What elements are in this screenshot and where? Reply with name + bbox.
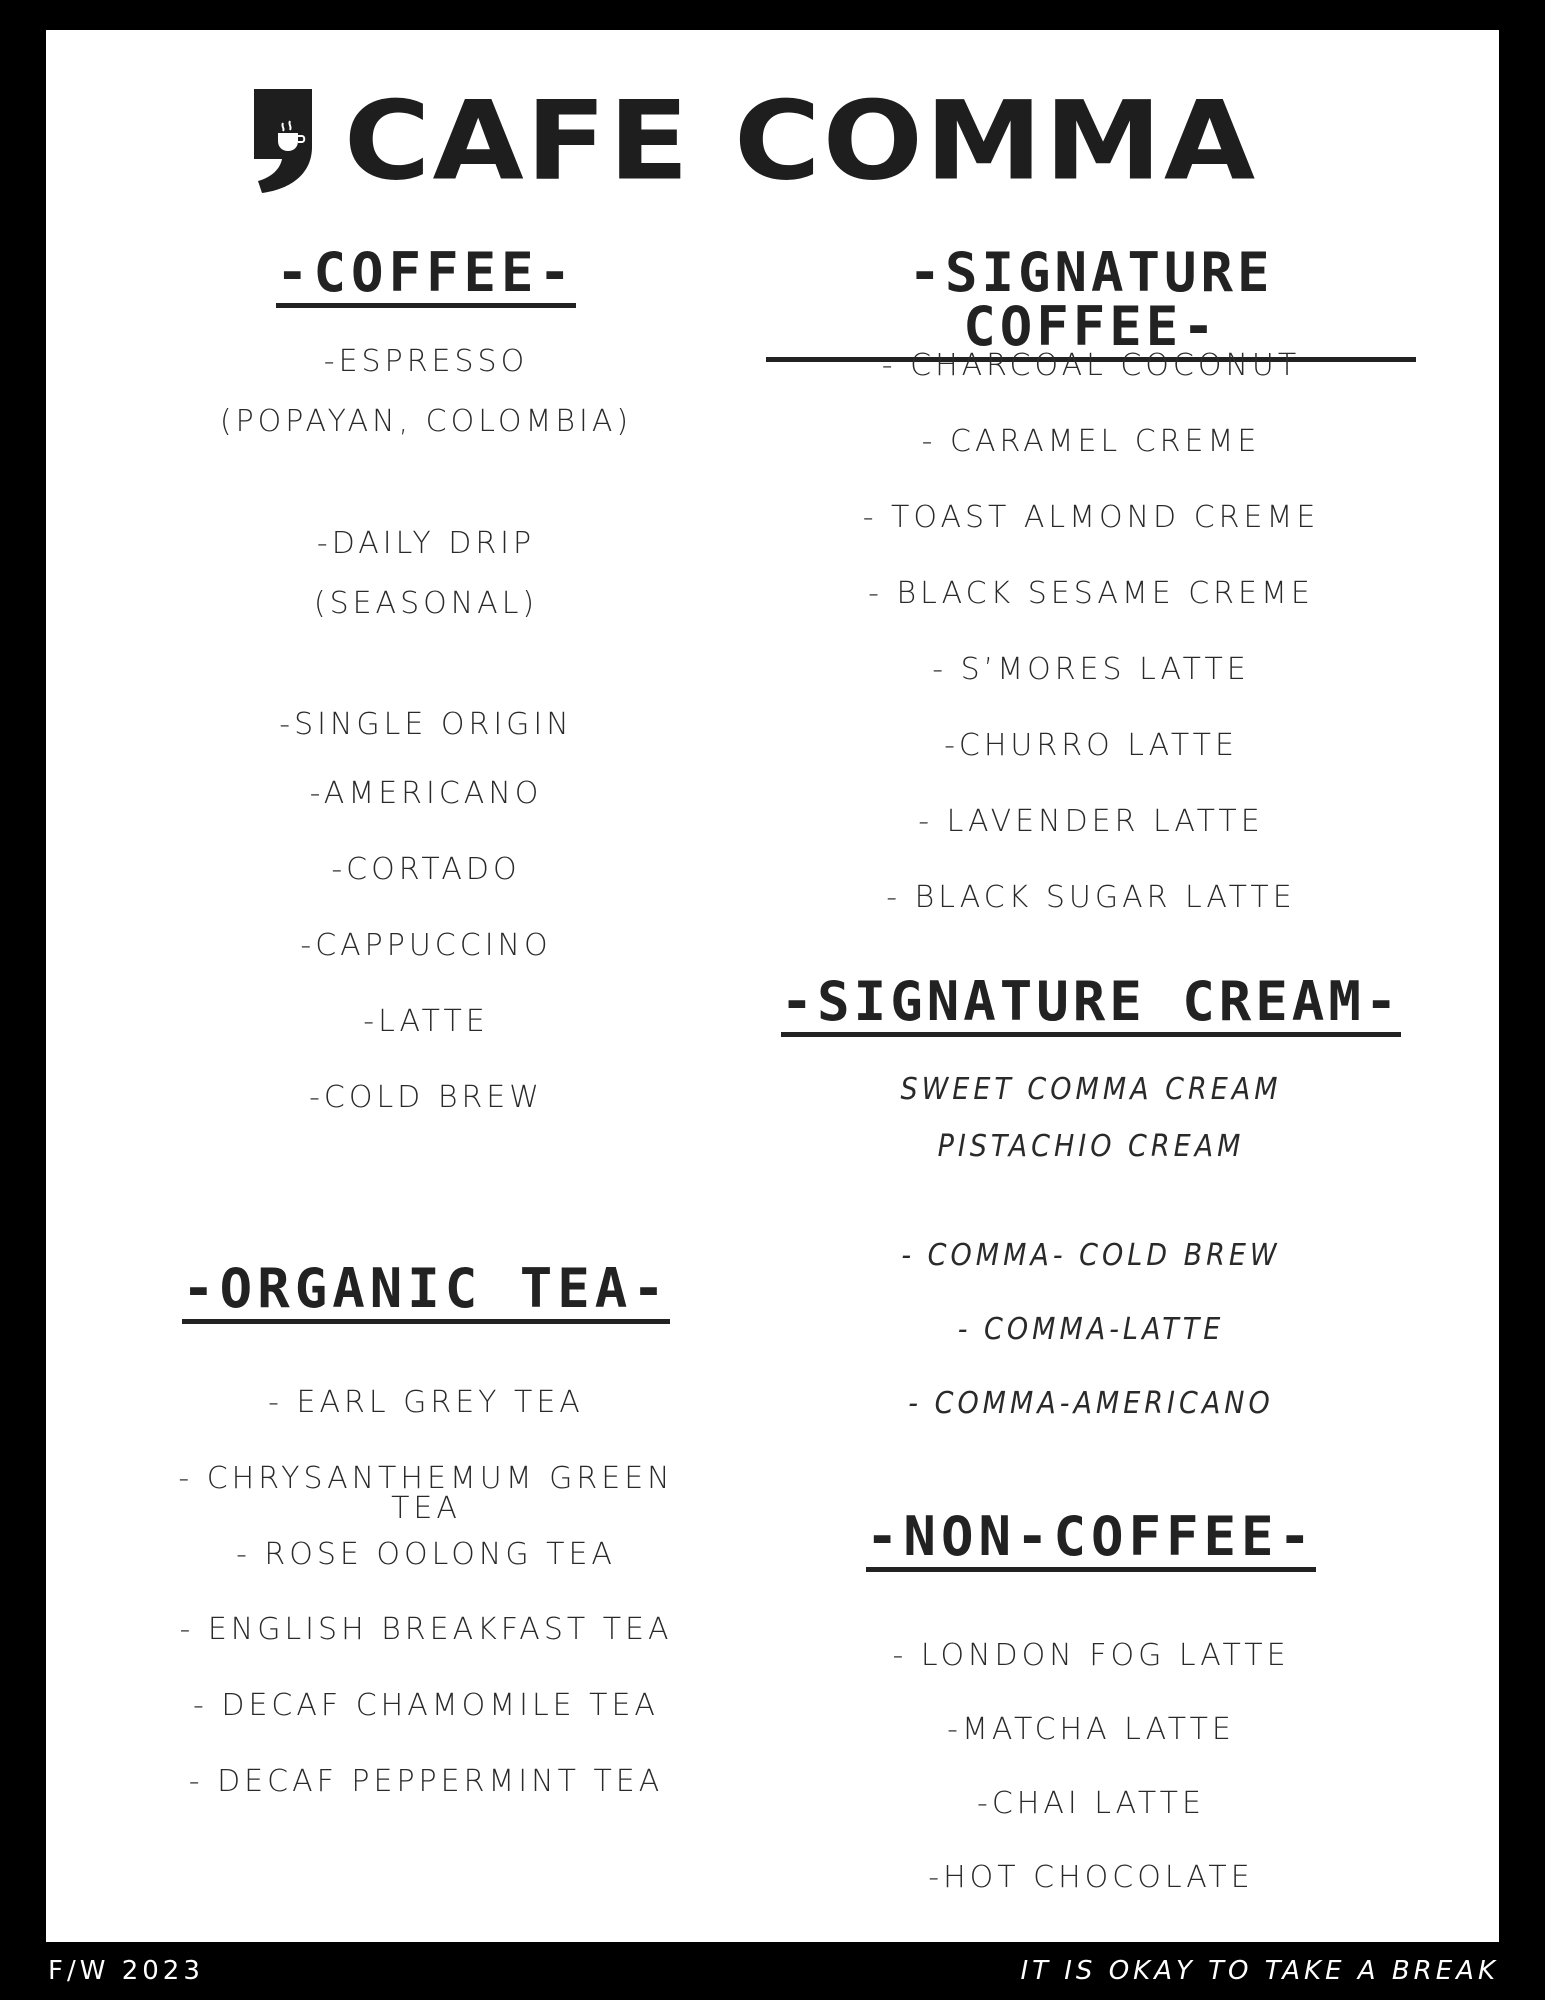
menu-item: - DECAF CHAMOMILE TEA [193,1688,659,1723]
footer-tagline: IT IS OKAY TO TAKE A BREAK [1020,1956,1499,1986]
menu-item: - EARL GREY TEA [268,1385,584,1420]
menu-page [46,30,1499,1942]
menu-item: -MATCHA LATTE [947,1712,1235,1747]
menu-item: -CAPPUCCINO [300,928,552,963]
menu-item: -SINGLE ORIGIN [279,707,573,742]
coffee-heading: -COFFEE- [156,246,696,308]
menu-item: - BLACK SESAME CREME [868,576,1314,611]
comma-cup-icon [248,89,318,193]
menu-item: - TOAST ALMOND CREME [862,500,1320,535]
menu-item: - CARAMEL CREME [921,424,1261,459]
menu-item: - COMMA-AMERICANO [908,1386,1274,1421]
menu-item: -ESPRESSO [323,344,529,379]
menu-item: - S’MORES LATTE [932,652,1250,687]
menu-item: -DAILY DRIP [316,526,536,561]
menu-item: SWEET COMMA CREAM [900,1072,1282,1107]
menu-item: -CORTADO [331,852,521,887]
menu-item: (SEASONAL) [313,586,539,621]
menu-item: -COLD BREW [309,1080,543,1115]
menu-item: - CHARCOAL COCONUT [881,348,1301,383]
brand-name: CAFE COMMA [343,77,1258,205]
menu-item: PISTACHIO CREAM [937,1129,1245,1164]
menu-item: -HOT CHOCOLATE [928,1860,1254,1895]
menu-item: - COMMA-LATTE [957,1312,1225,1347]
menu-item: - LONDON FOG LATTE [892,1638,1290,1673]
menu-item: -LATTE [363,1004,489,1039]
footer-season: F/W 2023 [48,1956,204,1986]
menu-item: -CHAI LATTE [977,1786,1205,1821]
menu-item: - COMMA- COLD BREW [901,1238,1281,1273]
signature-coffee-heading: -SIGNATURE COFFEE- [766,246,1416,362]
menu-item: - LAVENDER LATTE [918,804,1264,839]
non-coffee-heading: -NON-COFFEE- [766,1510,1416,1572]
menu-item: - ENGLISH BREAKFAST TEA [179,1612,673,1647]
logo [46,77,1499,205]
menu-item: -CHURRO LATTE [944,728,1238,763]
menu-item: - ROSE OOLONG TEA [236,1537,616,1572]
organic-tea-heading: -ORGANIC TEA- [156,1262,696,1324]
signature-cream-heading: -SIGNATURE CREAM- [766,975,1416,1037]
menu-item: (POPAYAN, COLOMBIA) [219,404,633,439]
menu-item: -AMERICANO [309,776,543,811]
menu-item: - CHRYSANTHEMUM GREEN TEA [178,1461,674,1526]
menu-item: - BLACK SUGAR LATTE [886,880,1296,915]
menu-item: - DECAF PEPPERMINT TEA [188,1764,664,1799]
